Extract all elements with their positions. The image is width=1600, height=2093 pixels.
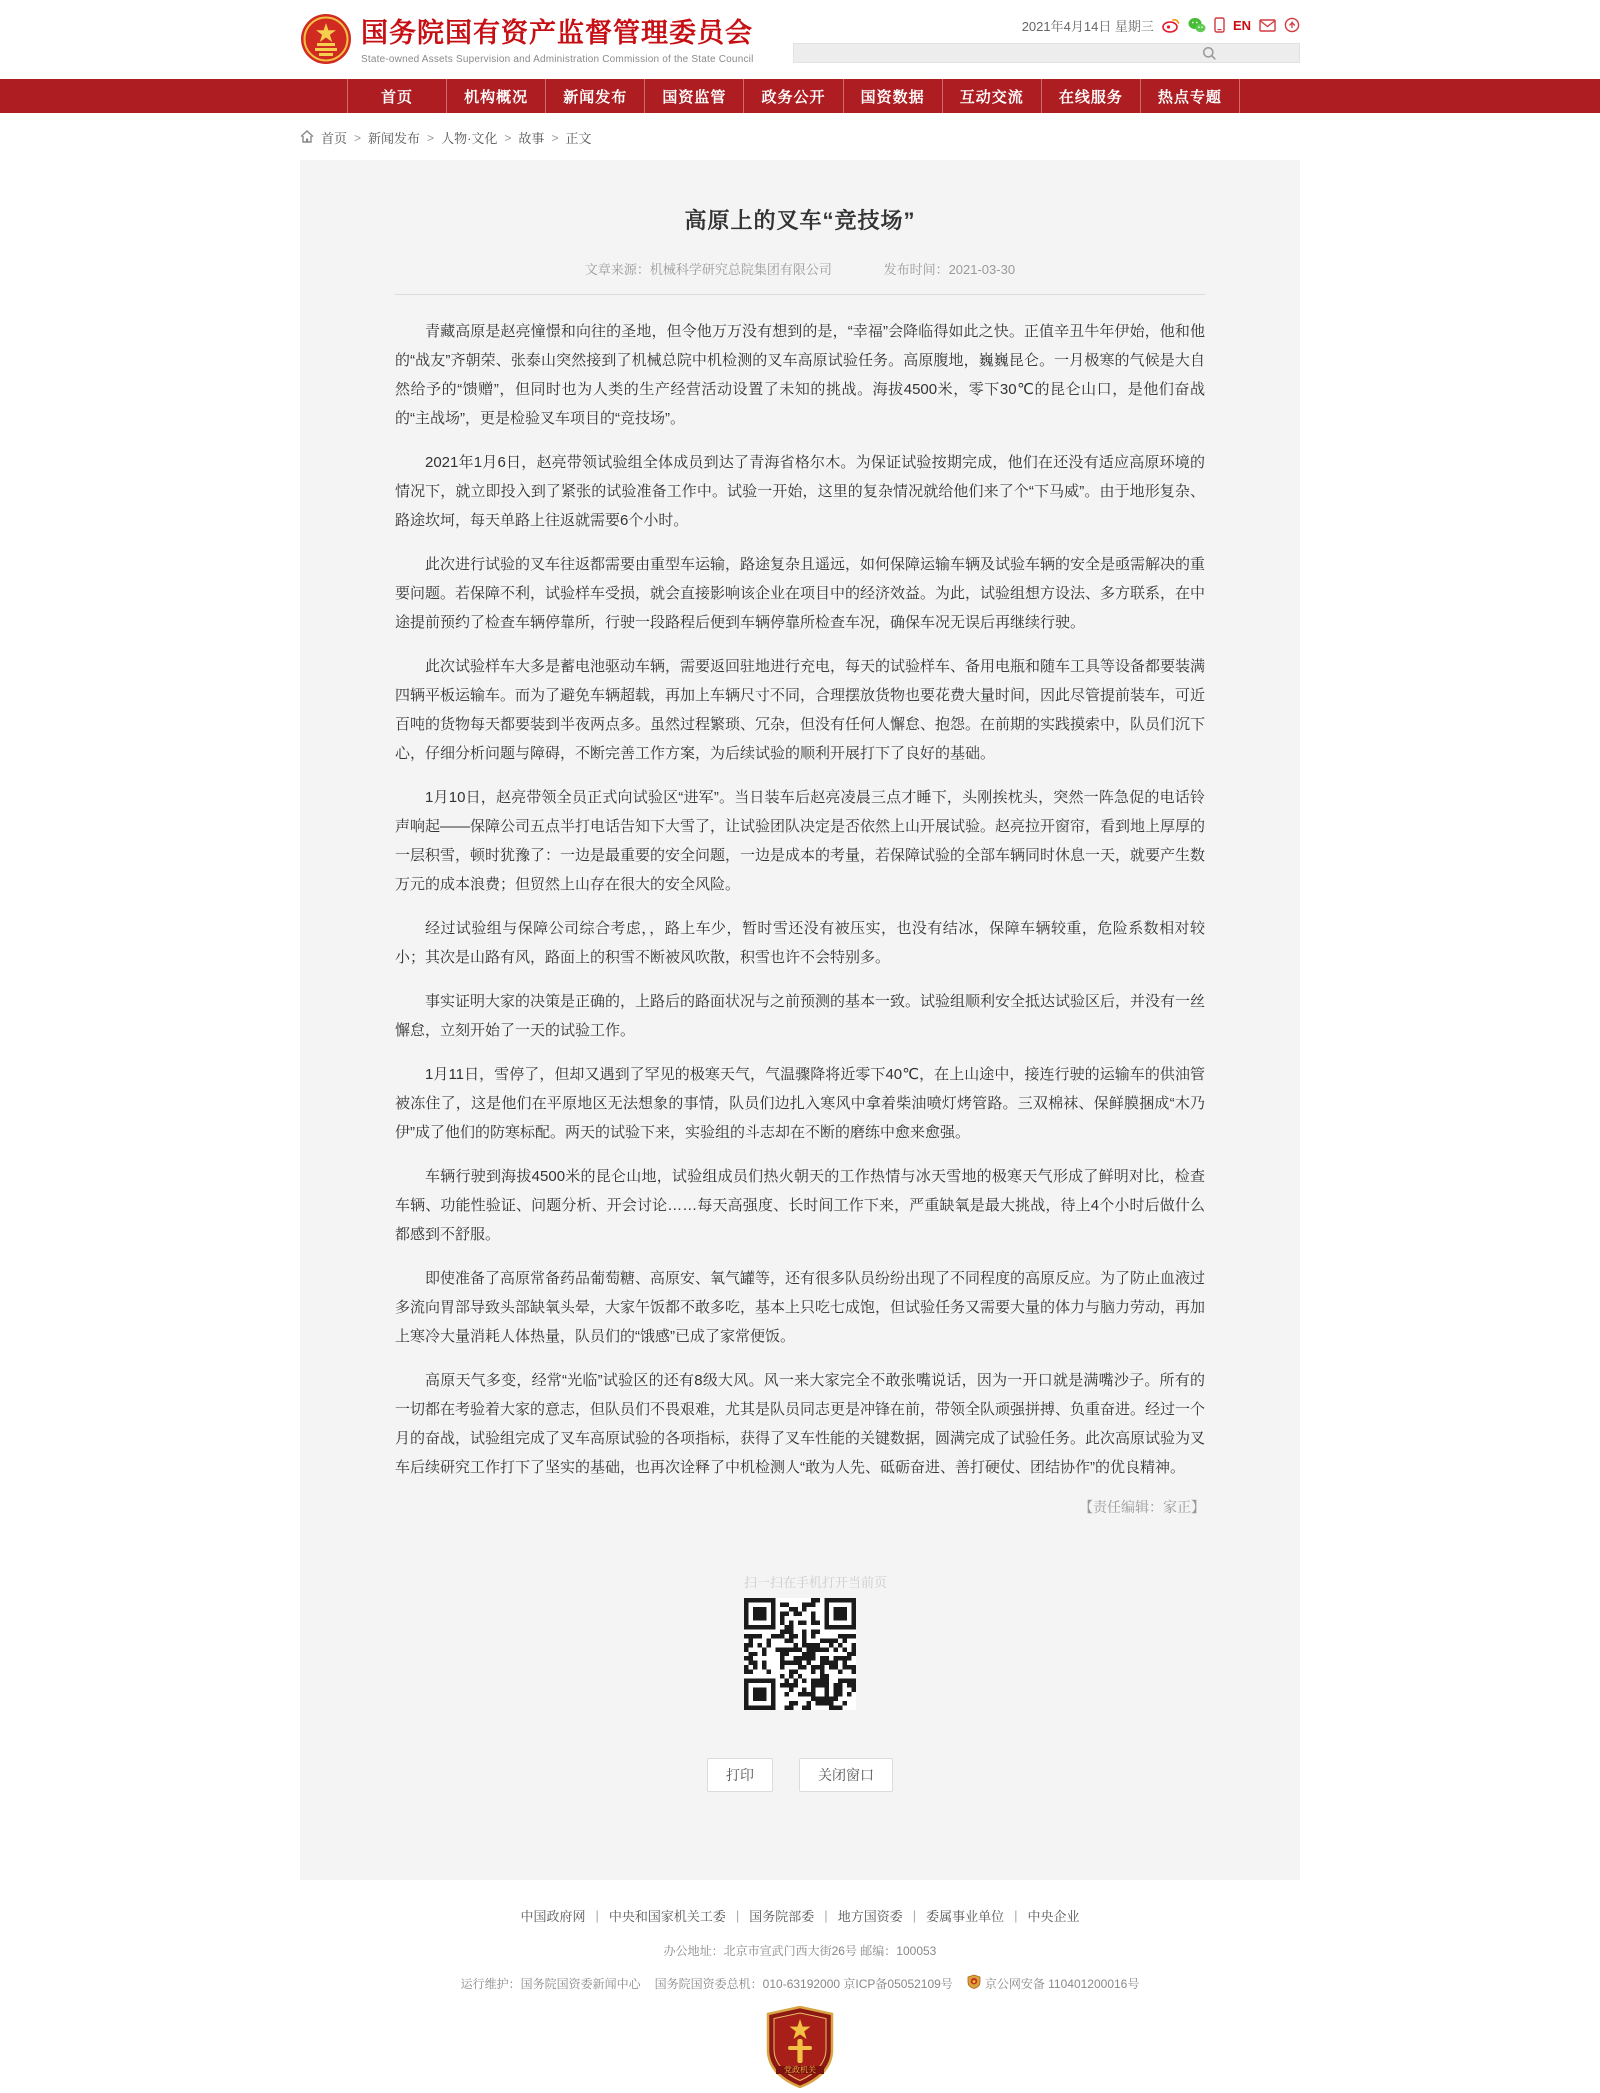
footer-link-separator: |: [824, 1908, 828, 1923]
qr-code: [744, 1598, 856, 1710]
breadcrumb-people-culture[interactable]: 人物·文化: [441, 131, 498, 146]
search-icon[interactable]: [1202, 46, 1217, 66]
footer-link-gov-cn[interactable]: 中国政府网: [520, 1909, 586, 1924]
breadcrumb-separator: >: [551, 130, 559, 145]
article-paragraph: 2021年1月6日，赵亮带领试验组全体成员到达了青海省格尔木。为保证试验按期完成，他们在还没有适应高原环境的情况下，就立即投入到了紧张的试验准备工作中。试验一开始，这里的复杂情况就给他们来了个“下马威”。由于地形复杂、路途坎坷，每天单路上往返就需要6个小时。: [395, 454, 1205, 529]
footer-maintenance-row: [0, 1974, 1600, 1992]
footer-link-separator: |: [735, 1908, 740, 1923]
footer-link-local-sasac[interactable]: 地方国资委: [837, 1909, 903, 1924]
article-paragraph: 事实证明大家的决策是正确的，上路后的路面状况与之前预测的基本一致。试验组顺利安全抵达试验区后，并没有一丝懈怠，立刻开始了一天的试验工作。: [395, 993, 1206, 1039]
police-record-link[interactable]: [967, 1974, 1140, 1992]
site-logo-link[interactable]: [300, 13, 754, 70]
nav-item-services[interactable]: 在线服务: [1041, 79, 1140, 113]
national-emblem-icon: [300, 13, 352, 70]
share-icon[interactable]: [1284, 17, 1300, 33]
english-version-link[interactable]: EN: [1232, 17, 1251, 33]
search-input[interactable]: [794, 44, 1299, 62]
nav-item-interaction[interactable]: 互动交流: [942, 79, 1041, 113]
main-navigation: [0, 79, 1600, 113]
wechat-icon[interactable]: [1188, 17, 1206, 33]
breadcrumb-separator: >: [504, 130, 512, 145]
government-site-badge[interactable]: [764, 2006, 836, 2093]
article-publish-time: 发布时间：2021-03-30: [883, 262, 1016, 277]
article-body: [395, 317, 1205, 1482]
nav-item-supervision[interactable]: 国资监管: [644, 79, 743, 113]
nav-item-gov-affairs[interactable]: 政务公开: [743, 79, 842, 113]
footer-address: 办公地址：北京市宣武门西大街26号 邮编：100053: [663, 1944, 937, 1958]
breadcrumb-separator: >: [354, 130, 362, 145]
footer-link-central-enterprises[interactable]: 中央企业: [1027, 1909, 1080, 1924]
article-title: 高原上的叉车“竞技场”: [684, 208, 916, 233]
article-paragraph: 即使准备了高原常备药品葡萄糖、高原安、氧气罐等，还有很多队员纷纷出现了不同程度的高原反应。为了防止血液过多流向胃部导致头部缺氧头晕，大家午饭都不敢多吃，基本上只吃七成饱，但试验任务又需要大量的体力与脑力劳动，再加上寒冷大量消耗人体热量，队员们的“饿感”已成了家常便饭。: [395, 1270, 1206, 1345]
print-button[interactable]: 打印: [707, 1758, 773, 1792]
article-paragraph: 高原天气多变，经常“光临”试验区的还有8级大风。风一来大家完全不敢张嘴说话，因为一开口就是满嘴沙子。所有的一切都在考验着大家的意志，但队员们不畏艰难，尤其是队员同志更是冲锋在前，带领全队顽强拼搏、负重奋进。经过一个月的奋战，试验组完成了叉车高原试验的各项指标，获得了叉车性能的关键数据，圆满完成了试验任务。此次高原试验为叉车后续研究工作打下了坚实的基础，也再次诠释了中机检测人“敢为人先、砥砺奋进、善打硬仗、团结协作”的优良精神。: [395, 1372, 1206, 1476]
article-source: 文章来源：机械科学研究总院集团有限公司: [584, 262, 832, 277]
current-date: 2021年4月14日 星期三: [1021, 18, 1154, 34]
article-paragraph: 车辆行驶到海拔4500米的昆仑山地，试验组成员们热火朝天的工作热情与冰天雪地的极寒天气形成了鲜明对比，检查车辆、功能性验证、问题分析、开会讨论……每天高强度、长时间工作下来，严重缺氧是最大挑战，待上4个小时后做什么都感到不舒服。: [395, 1168, 1205, 1243]
nav-item-topics[interactable]: 热点专题: [1140, 79, 1240, 113]
police-badge-icon: [967, 1974, 981, 1992]
article-container: [300, 160, 1300, 1880]
nav-item-data[interactable]: 国资数据: [843, 79, 942, 113]
footer-link-separator: |: [1014, 1908, 1018, 1923]
breadcrumb-home[interactable]: 首页: [321, 131, 348, 146]
article-paragraph: 青藏高原是赵亮憧憬和向往的圣地，但令他万万没有想到的是，“幸福”会降临得如此之快。正值辛丑牛年伊始，他和他的“战友”齐朝荣、张泰山突然接到了机械总院中机检测的叉车高原试验任务。高原腹地，巍巍昆仑。一月极寒的气候是大自然给予的“馈赠”，但同时也为人类的生产经营活动设置了未知的挑战。海拔4500米，零下30℃的昆仑山口，是他们奋战的“主战场”，更是检验叉车项目的“竞技场”。: [395, 323, 1205, 427]
footer-link-separator: |: [595, 1908, 599, 1923]
breadcrumb-current: 正文: [565, 131, 592, 146]
article-paragraph: 1月11日，雪停了，但却又遇到了罕见的极寒天气，气温骤降将近零下40℃，在上山途中，接连行驶的运输车的供油管被冻住了，这是他们在平原地区无法想象的事情，队员们边扎入寒风中拿着柴油喷灯烤管路。三双棉袜、保鲜膜捆成“木乃伊”成了他们的防寒标配。两天的试验下来，实验组的斗志却在不断的磨练中愈来愈强。: [395, 1066, 1205, 1141]
nav-item-news[interactable]: 新闻发布: [545, 79, 644, 113]
site-header: [0, 0, 1600, 79]
site-footer: [0, 1880, 1600, 2093]
breadcrumb: [300, 113, 1300, 160]
mobile-icon[interactable]: [1214, 17, 1225, 33]
footer-link-central-organs[interactable]: 中央和国家机关工委: [608, 1909, 726, 1924]
editor-credit: 【责任编辑：家正】: [1079, 1499, 1205, 1515]
home-icon[interactable]: [300, 130, 314, 146]
qr-block: [744, 1572, 888, 1710]
breadcrumb-news[interactable]: 新闻发布: [368, 131, 421, 146]
nav-item-home[interactable]: 首页: [347, 79, 446, 113]
article-paragraph: 经过试验组与保障公司综合考虑，，路上车少，暂时雪还没有被压实，也没有结冰，保障车辆较重，危险系数相对较小；其次是山路有风，路面上的积雪不断被风吹散，积雪也许不会特别多。: [395, 920, 1205, 966]
article-paragraph: 此次进行试验的叉车往返都需要由重型车运输，路途复杂且遥远，如何保障运输车辆及试验车辆的安全是亟需解决的重要问题。若保障不利，试验样车受损，就会直接影响该企业在项目中的经济效益。为此，试验组想方设法、多方联系，在中途提前预约了检查车辆停靠所，行驶一段路程后便到车辆停靠所检查车况，确保车况无误后再继续行驶。: [395, 556, 1206, 631]
footer-link-separator: |: [912, 1908, 917, 1923]
breadcrumb-separator: >: [427, 130, 435, 145]
nav-item-about[interactable]: 机构概况: [446, 79, 545, 113]
site-subtitle: State-owned Assets Supervision and Administration Commission of the State Council: [361, 53, 754, 65]
article-meta: [395, 259, 1205, 295]
article-paragraph: 此次试验样车大多是蓄电池驱动车辆，需要返回驻地进行充电，每天的试验样车、备用电瓶和随车工具等设备都要装满四辆平板运输车。而为了避免车辆超载，再加上车辆尺寸不同，合理摆放货物也要花费大量时间，因此尽管提前装车，可近百吨的货物每天都要装到半夜两点多。虽然过程繁琐、冗杂，但没有任何人懈怠、抱怨。在前期的实践摸索中，队员们沉下心，仔细分析问题与障碍，不断完善工作方案，为后续试验的顺利开展打下了良好的基础。: [395, 658, 1206, 762]
breadcrumb-story[interactable]: 故事: [518, 131, 545, 146]
footer-links: [0, 1906, 1600, 1925]
search-box: [793, 43, 1300, 63]
footer-link-institutions[interactable]: 委属事业单位: [926, 1909, 1005, 1924]
qr-caption: 扫一扫在手机打开当前页: [744, 1575, 888, 1590]
footer-maintainer: 运行维护：国务院国资委新闻中心: [460, 1976, 641, 1991]
article-paragraph: 1月10日，赵亮带领全员正式向试验区“进军”。当日装车后赵亮凌晨三点才睡下，头刚挨枕头，突然一阵急促的电话铃声响起——保障公司五点半打电话告知下大雪了，让试验团队决定是否依然上山开展试验。赵亮拉开窗帘，看到地上厚厚的一层积雪，顿时犹豫了：一边是最重要的安全问题，一边是成本的考量，若保障试验的全部车辆同时休息一天，就要产生数万元的成本浪费；但贸然上山存在很大的安全风险。: [395, 789, 1206, 893]
weibo-icon[interactable]: [1162, 17, 1180, 33]
mail-icon[interactable]: [1259, 19, 1276, 32]
close-window-button[interactable]: 关闭窗口: [799, 1758, 893, 1792]
footer-link-ministries[interactable]: 国务院部委: [749, 1909, 815, 1924]
badge-label-text: 党政机关: [784, 2065, 816, 2075]
footer-phone-icp: 国务院国资委总机：010-63192000 京ICP备05052109号: [654, 1976, 953, 1991]
police-record-text: 京公网安备 110401200016号: [984, 1976, 1140, 1991]
site-title: 国务院国有资产监督管理委员会: [361, 18, 753, 49]
